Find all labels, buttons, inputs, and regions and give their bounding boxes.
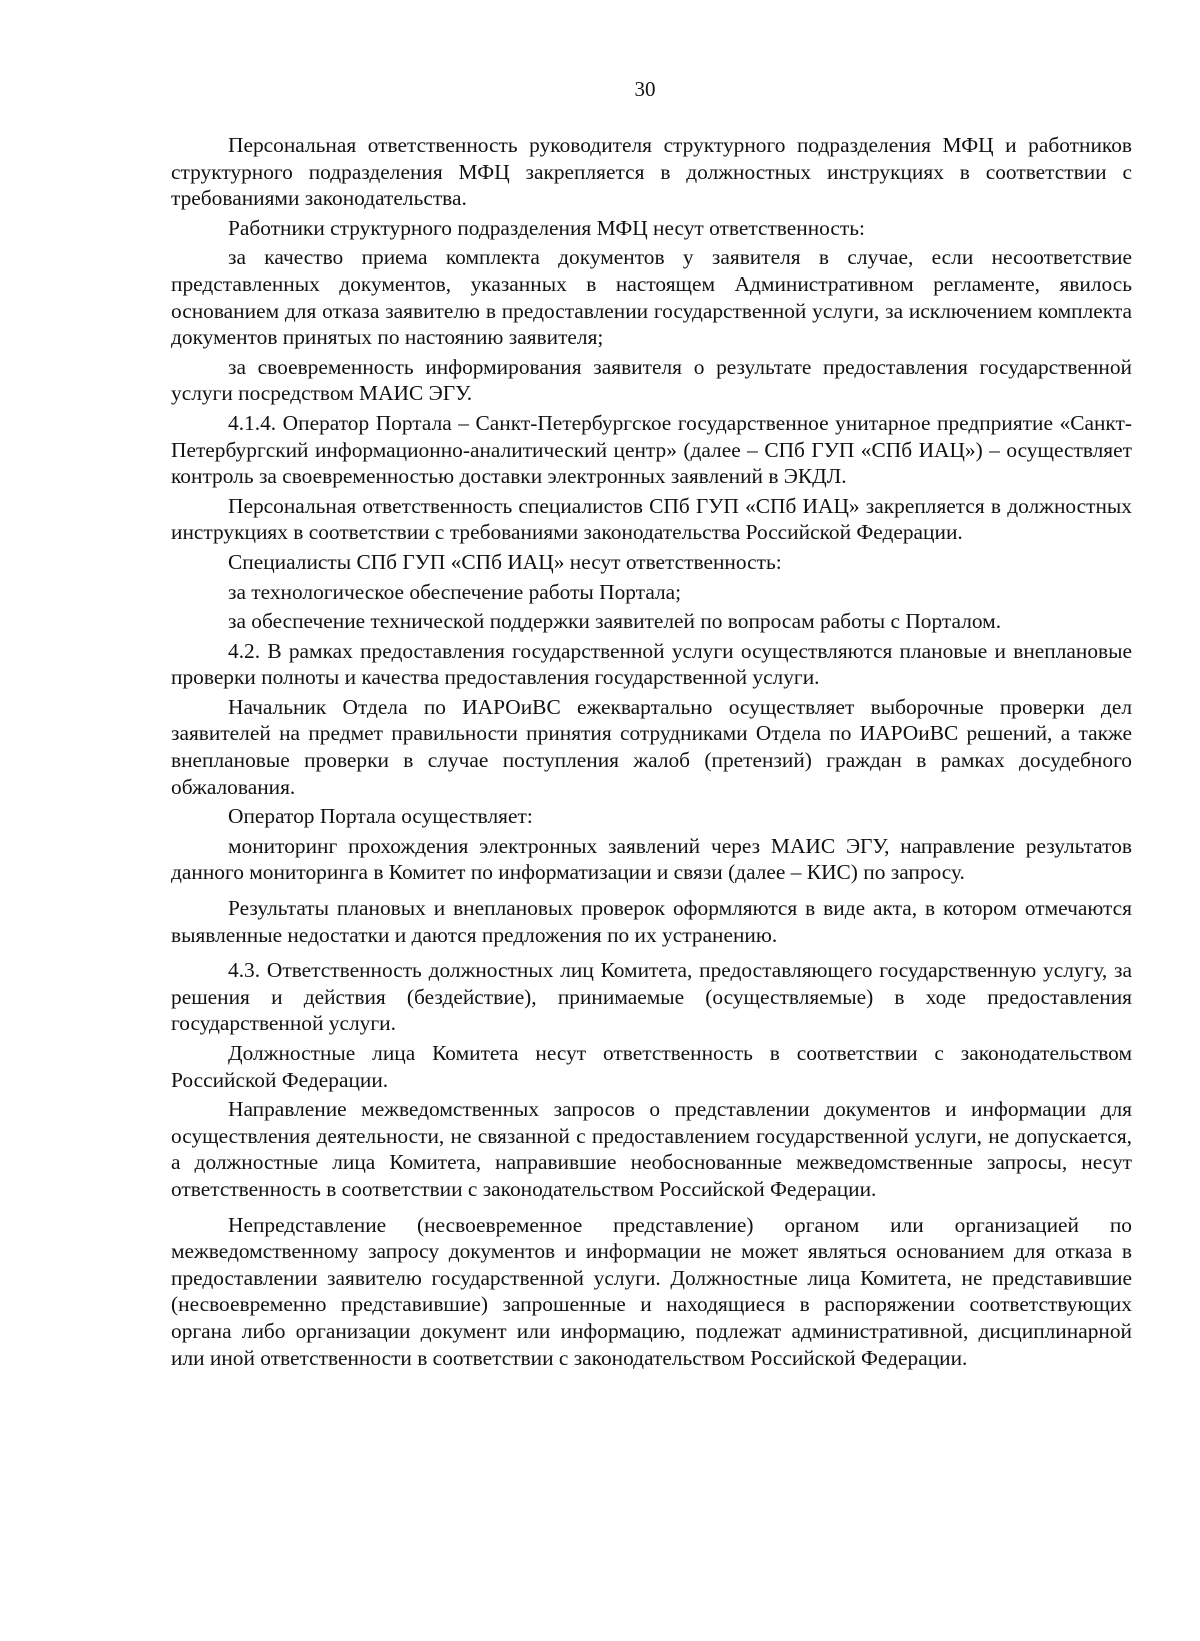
document-body	[171, 132, 1132, 1374]
paragraph-portal-operator-does: Оператор Портала осуществляет:	[228, 804, 533, 829]
paragraph-4-3-officials-responsibility: 4.3. Ответственность должностных лиц Комитета, предоставляющего государственную услугу, за решения и действия (бездействие), принимаемые (осуществляемые) в ходе предоставления государственной услуги.	[171, 958, 1132, 1036]
page-number: 30	[634, 77, 656, 101]
paragraph-timely-informing: за своевременность информирования заявителя о результате предоставления государственной услуги посредством МАИС ЭГУ.	[171, 354, 1132, 406]
paragraph-non-submission: Непредставление (несвоевременное представление) органом или организацией по межведомственному запросу документов и информации не может являться основанием для отказа в предоставлении заявителю государственной услуги. Должностные лица Комитета, не представившие (несвоевременно представившие) запрошенные и находящиеся в распоряжении соответствующих органа либо организации документ или информацию, подлежат административной, дисциплинарной или иной ответственности в соответствии с законодательством Российской Федерации.	[171, 1212, 1132, 1370]
paragraph-technical-support: за обеспечение технической поддержки заявителей по вопросам работы с Порталом.	[228, 609, 1002, 634]
paragraph-4-1-4-portal-operator: 4.1.4. Оператор Портала – Санкт-Петербургское государственное унитарное предприятие «Санкт-Петербургский информационно-аналитический центр» (далее – СПб ГУП «СПб ИАЦ») – осуществляет контроль за своевременностью доставки электронных заявлений в ЭКДЛ.	[171, 410, 1132, 489]
paragraph-mfc-workers-heading: Работники структурного подразделения МФЦ несут ответственность:	[228, 215, 865, 240]
paragraph-mfc-responsibility: Персональная ответственность руководителя структурного подразделения МФЦ и работников структурного подразделения МФЦ закрепляется в должностных инструкциях в соответствии с требованиями законодательства.	[171, 133, 1132, 211]
paragraph-department-head-checks: Начальник Отдела по ИАРОиВС ежеквартально осуществляет выборочные проверки дел заявителей на предмет правильности принятия сотрудниками Отдела по ИАРОиВС решений, а также внеплановые проверки в случае поступления жалоб (претензий) граждан в рамках досудебного обжалования.	[171, 694, 1132, 799]
paragraph-officials-liable: Должностные лица Комитета несут ответственность в соответствии с законодательством Российской Федерации.	[171, 1041, 1132, 1092]
paragraph-interagency-requests: Направление межведомственных запросов о представлении документов и информации для осуществления деятельности, не связанной с предоставлением государственной услуги, не допускается, а должностные лица Комитета, направившие необоснованные межведомственные запросы, несут ответственность в соответствии с законодательством Российской Федерации.	[171, 1097, 1132, 1201]
paragraph-portal-technology: за технологическое обеспечение работы Портала;	[228, 579, 682, 604]
paragraph-4-2-inspections: 4.2. В рамках предоставления государственной услуги осуществляются плановые и внеплановые проверки полноты и качества предоставления государственной услуги.	[171, 638, 1132, 690]
paragraph-document-intake-quality: за качество приема комплекта документов у заявителя в случае, если несоответствие представленных документов, указанных в настоящем Административном регламенте, явилось основанием для отказа заявителю в предоставлении государственной услуги, за исключением комплекта документов принятых по настоянию заявителя;	[171, 245, 1132, 350]
paragraph-iac-specialists-heading: Специалисты СПб ГУП «СПб ИАЦ» несут ответственность:	[228, 549, 782, 574]
paragraph-iac-personal-responsibility: Персональная ответственность специалистов СПб ГУП «СПб ИАЦ» закрепляется в должностных инструкциях в соответствии с требованиями законодательства Российской Федерации.	[171, 493, 1132, 545]
paragraph-inspection-results: Результаты плановых и внеплановых проверок оформляются в виде акта, в котором отмечаются выявленные недостатки и даются предложения по их устранению.	[171, 896, 1132, 947]
paragraph-monitoring: мониторинг прохождения электронных заявлений через МАИС ЭГУ, направление результатов данного мониторинга в Комитет по информатизации и связи (далее – КИС) по запросу.	[171, 833, 1132, 885]
